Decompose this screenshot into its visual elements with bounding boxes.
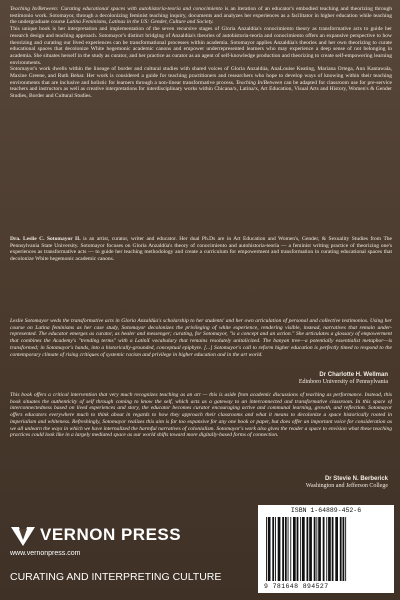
- summary-text-3a: Sotomayor's work dwells within the lineage of border and cultural studies with shared voices of Gloria Anzaldúa, AnaLouise Keating, Mariana Ortega, Ann Kantawala, Maxine Greene, and Ruth Behar. Her work is considered a guide for teaching practitioners and researchers who hope to develop ways of knowing within their teaching environments that are inclusive and holistic for learners through a non-linear transformative process.: [10, 66, 392, 86]
- reviewer-1-name: Dr Charlotte H. Wellman: [319, 372, 388, 378]
- vernon-press-logo-mark-icon: [10, 525, 36, 547]
- author-bio-text: is an artist, curator, writer and educator. Her dual Ph.Ds are in Art Education and Women's, Gender, & Sexuality Studies from The Pennsylvania State University. Sotomayor focuses on Gloria Anzaldúa's theory of conocimiento and autohistoria-teoría — a feminist writing practice of theorizing one's experiences as transformative acts — to guide her teaching methodology and create a curriculum for empowerment and transformation in curating educational spaces that decolonize White hegemonic academic canons.: [10, 236, 392, 263]
- summary-text-1: is an iteration of an educator's embodied teaching and theorizing through testimonio work. Sotomayor, through a decolonizing feminist teaching inquiry, documents and analyzes her experiences as a facilitator in higher education while teaching the undergraduate course: [10, 6, 392, 26]
- reviewer-2-name: Dr Stevie N. Berberick: [324, 476, 388, 482]
- book-summary: [10, 6, 392, 166]
- reviewer-1-affiliation: Edinboro University of Pennsylvania: [298, 379, 388, 386]
- author-name: Dra. Leslie C. Sotomayor II.: [10, 236, 81, 242]
- summary-paragraph-1: [10, 6, 392, 26]
- barcode-panel: [258, 505, 394, 593]
- reviewer-2-affiliation: Washington and Jefferson College: [305, 483, 388, 490]
- summary-text-3b: can be adapted for classroom use for pre-service teachers and instructors as well as creative interpretations for interdisciplinary works within Chicana/x, Latina/x, Art Education, Visual Arts and History, Women's & Gender Studies, Border and Cultural Studies.: [10, 79, 392, 100]
- summary-paragraph-3: [10, 66, 392, 100]
- barcode-icon: [264, 517, 388, 581]
- review-1-text: Leslie Sotomayor weds the transformative acts in Gloria Anzaldúa's scholarship to her students' and her own articulation of personal and collective testimonios. Using her course on Latina feminisms as her case study, Sotomayor decolonizes the privileging of white experience, rendering visible, instead, narratives that remain under-represented. The educator emerges as curator, as healer and messenger; curating, for Sotomayor, "is a concept and an action." She articulates a glossary of empowerment that combines the Academy's "trending terms" with a LatinX vocabulary that remains resolutely unitalicized. The banyan tree—a potentially essentialist metaphor—is transformed; in Sotomayor's hands, into a historically-grounded, conceptual epiphyte. [...] Sotomayor's call to reform higher education is perfectly timed to respond to the contemporary climate of rising critiques of systemic racism and privilege in higher education and in the art world.: [10, 318, 392, 358]
- isbn-label: ISBN 1-64889-452-6: [290, 507, 362, 514]
- review-1-attribution: [299, 372, 388, 386]
- summary-title: Teaching In/Between: Curating educational spaces with autohistoria-teoría and conocimiento: [10, 6, 223, 12]
- barcode-digits: 9 781648 894527: [264, 583, 329, 590]
- summary-paragraph-2: This unique book is her interpretation and implementation of the seven recursive stages of Gloria Anzaldúa's conocimiento theory as transformative acts to guide her research design and teaching approach. Sotomayor's distinct bridging of Anzaldúa's theories of autohistoria-teoría and conocimiento offers an expansive perspective to how theorizing and curating our lived experiences can be transformational processes within academia. Sotomayor applies Anzaldúa's theories and her own theorizing to curate educational spaces that decolonize White hegemonic academic canons and empower underrepresented learners who may experience a deep sense of not belonging in academia. She situates herself in the study as curator, and her practice as curator as an agent of self-knowledge production and theorizing to create self-empowering learning environments.: [10, 26, 392, 66]
- summary-book-title: Teaching In/Between: [235, 79, 283, 86]
- series-title: CURATING AND INTERPRETING CULTURE: [10, 571, 222, 583]
- author-bio: [10, 236, 392, 286]
- publisher-logo: [10, 521, 240, 591]
- course-title: Latina Feminisms, Latinas in the US: Gender, Culture and Society.: [66, 19, 214, 26]
- review-2-attribution: [306, 476, 388, 490]
- publisher-name: VERNON PRESS: [40, 525, 182, 544]
- publisher-url: www.vernonpress.com: [10, 550, 81, 557]
- review-2: [10, 392, 392, 462]
- review-2-text: This book offers a critical intervention that very much recognizes teaching as an art — this is aside from academic discussions of teaching as performance. Instead, this book situates the authenticity of self through coming to know the self, which acts as a gateway to an interconnected and transformative classroom. In this space of interconnectedness based on lived experiences and story, the educator becomes curator encouraging active and communal learning, growth, and reflection. Sotomayor offers educators everywhere much to think about in regards to how they approach their classrooms and what it means to decolonize a space historically rooted in imperialism and whiteness. Refreshingly, Sotomayor realizes this aim is far too expansive for any one book or paper, but does offer an important voice for consideration as we all unlearn the ways in which we have internalized the harmful narratives of colonialism. Sotomayor's work also gives the reader a space to envision what these teaching practices could look like in a largely mediated space as our world shifts toward more digitally-based forms of connection.: [10, 392, 392, 439]
